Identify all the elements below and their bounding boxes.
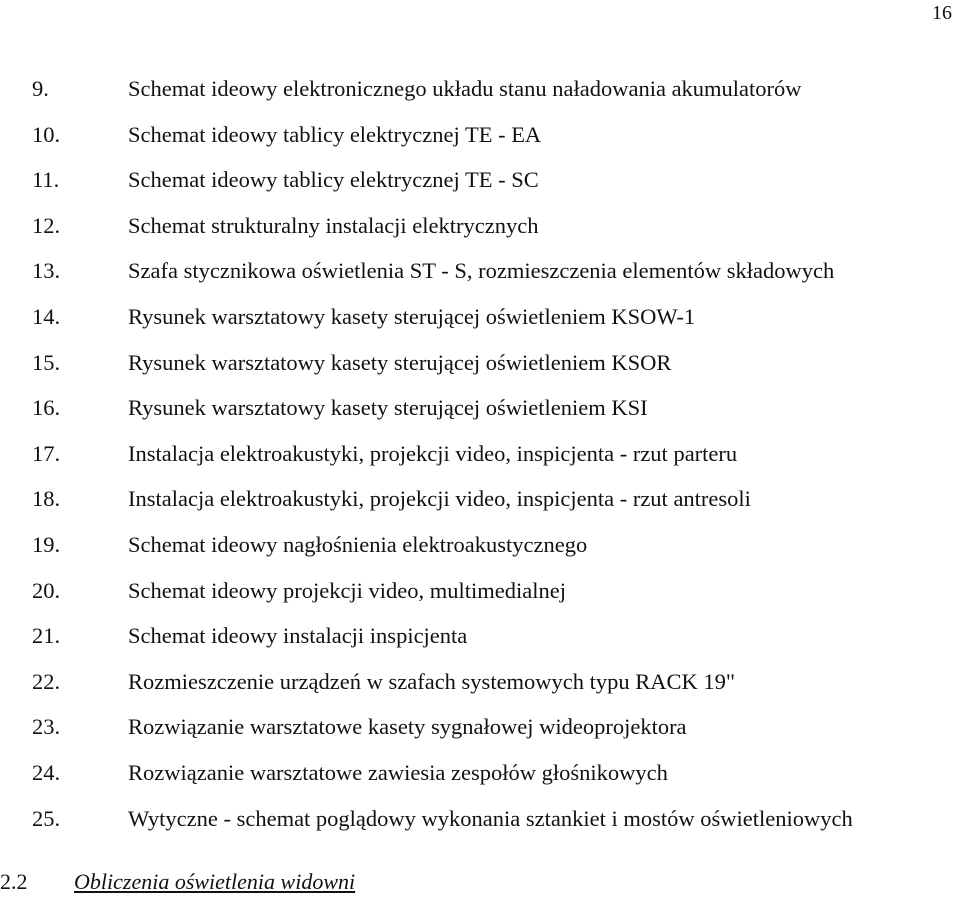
item-number: 16. — [32, 395, 61, 421]
list-item — [0, 66, 960, 112]
item-text: Instalacja elektroakustyki, projekcji video, inspicjenta - rzut antresoli — [128, 486, 751, 512]
item-text: Schemat strukturalny instalacji elektrycznych — [128, 212, 539, 238]
item-text: Schemat ideowy tablicy elektrycznej TE - EA — [128, 121, 542, 147]
item-number: 9. — [32, 76, 49, 101]
list-item — [0, 750, 960, 796]
list-item — [0, 203, 960, 249]
list-item — [0, 385, 960, 431]
list-item — [0, 476, 960, 522]
item-number: 13. — [32, 258, 61, 284]
item-number: 18. — [32, 486, 61, 512]
item-number: 12. — [32, 212, 61, 238]
item-text: Schemat ideowy instalacji inspicjenta — [128, 623, 468, 649]
list-item — [0, 294, 960, 340]
item-text: Schemat ideowy nagłośnienia elektroakustycznego — [128, 531, 588, 557]
item-text: Schemat ideowy projekcji video, multimedialnej — [128, 577, 567, 603]
item-number: 24. — [32, 759, 61, 785]
item-text: Schemat ideowy elektronicznego układu stanu naładowania akumulatorów — [128, 76, 802, 101]
item-text: Wytyczne - schemat poglądowy wykonania sztankiet i mostów oświetleniowych — [128, 805, 853, 831]
item-number: 23. — [32, 714, 61, 740]
item-number: 15. — [32, 349, 61, 375]
item-number: 10. — [32, 121, 61, 147]
list-item — [0, 659, 960, 705]
item-text: Szafa stycznikowa oświetlenia ST - S, rozmieszczenia elementów składowych — [128, 258, 835, 284]
list-item — [0, 248, 960, 294]
page-number: 16 — [932, 2, 952, 24]
item-text: Rysunek warsztatowy kasety sterującej oświetleniem KSI — [128, 395, 648, 421]
section-number: 2.2 — [0, 869, 28, 894]
item-text: Rozmieszczenie urządzeń w szafach systemowych typu RACK 19" — [128, 668, 736, 694]
section-title: Obliczenia oświetlenia widowni — [74, 869, 356, 894]
list-item — [0, 112, 960, 158]
item-text: Rozwiązanie warsztatowe kasety sygnałowej wideoprojektora — [128, 714, 687, 740]
item-text: Rysunek warsztatowy kasety sterującej oświetleniem KSOR — [128, 349, 672, 375]
item-number: 22. — [32, 668, 61, 694]
list-item — [0, 340, 960, 386]
item-text: Schemat ideowy tablicy elektrycznej TE - SC — [128, 167, 539, 193]
list-item — [0, 704, 960, 750]
item-number: 19. — [32, 531, 61, 557]
item-text: Rozwiązanie warsztatowe zawiesia zespołów głośnikowych — [128, 759, 668, 785]
item-number: 25. — [32, 805, 61, 831]
item-number: 21. — [32, 623, 61, 649]
item-number: 20. — [32, 577, 61, 603]
item-number: 17. — [32, 440, 61, 466]
item-text: Instalacja elektroakustyki, projekcji video, inspicjenta - rzut parteru — [128, 440, 738, 466]
drawing-list — [0, 66, 960, 841]
list-item — [0, 568, 960, 614]
item-number: 14. — [32, 303, 61, 329]
list-item — [0, 522, 960, 568]
item-text: Rysunek warsztatowy kasety sterującej oświetleniem KSOW-1 — [128, 303, 696, 329]
list-item — [0, 796, 960, 842]
item-number: 11. — [32, 167, 60, 193]
list-item — [0, 157, 960, 203]
list-item — [0, 431, 960, 477]
list-item — [0, 613, 960, 659]
